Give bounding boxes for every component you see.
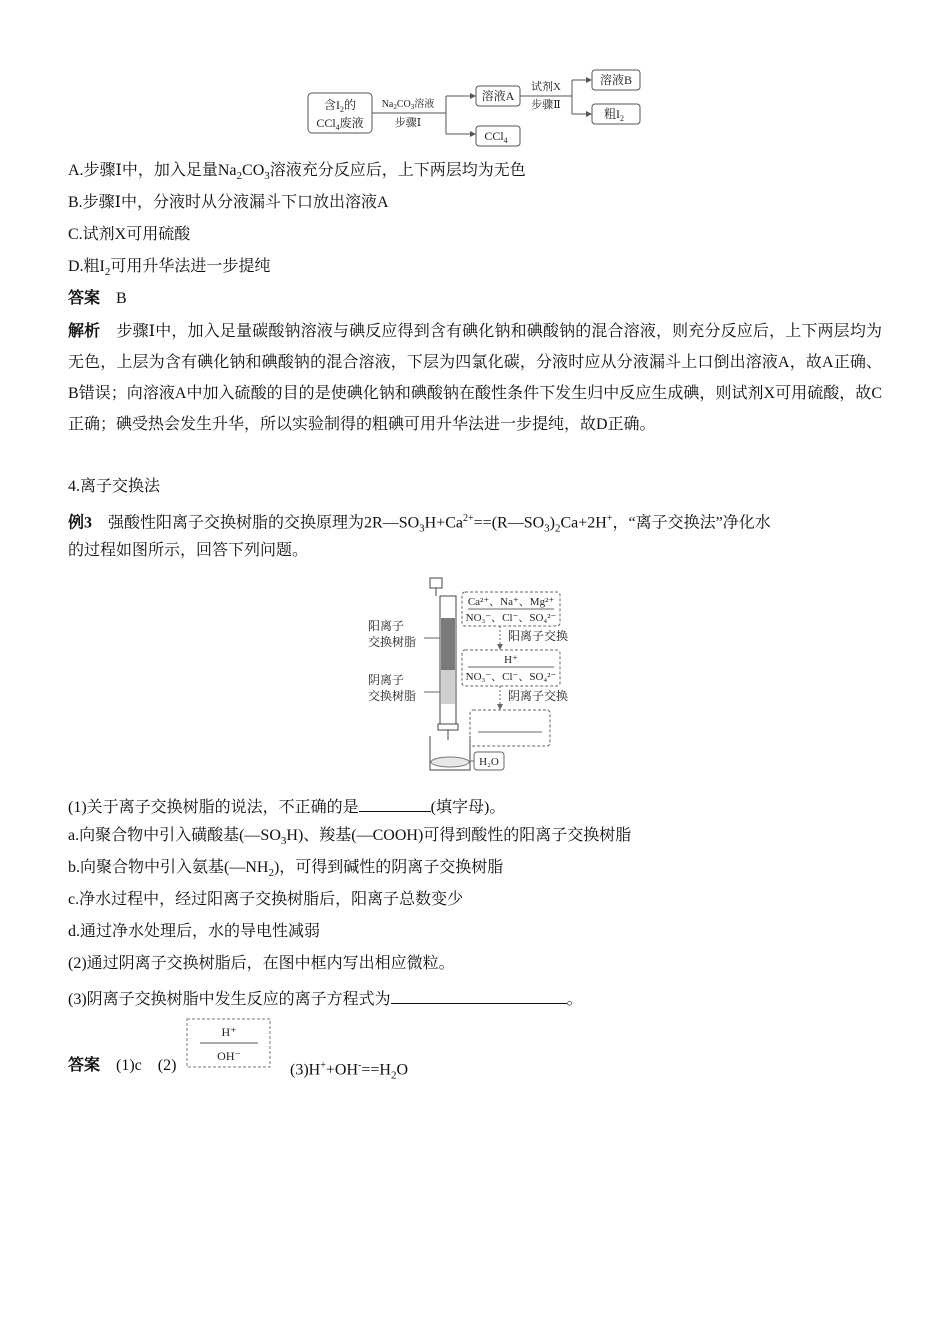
answer-2-box-bottom: OH⁻	[217, 1049, 241, 1063]
cation-resin-label-1: 阳离子	[368, 619, 405, 633]
choice-b: b.向聚合物中引入氨基$(—NH_2)$，可得到碱性的阴离子交换树脂	[68, 859, 504, 880]
solution-a-label: 溶液A	[481, 89, 515, 103]
question-1-blank	[359, 794, 431, 812]
choice-c: c.净水过程中，经过阳离子交换树脂后，阳离子总数变少	[68, 891, 464, 908]
option-a: A.步骤Ⅰ中，加入足量$Na_2CO_3$溶液充分反应后，上下两层均为无色	[68, 162, 526, 183]
analysis-label: 解析	[68, 323, 101, 340]
water-label: H₂O	[479, 756, 499, 768]
ccl4-label: CCl$_4$	[484, 129, 508, 145]
step2-label: 步骤Ⅱ	[531, 99, 561, 111]
arrowhead-crude	[586, 111, 592, 117]
option-d: D.粗$I_2$可用升华法进一步提纯	[68, 258, 271, 279]
waste-label-1: 含$I_2$的	[323, 98, 357, 114]
tap	[430, 578, 442, 588]
question-3: (3)阴离子交换树脂中发生反应的离子方程式为 。	[68, 986, 583, 1010]
question-1: (1)关于离子交换树脂的说法，不正确的是 (填字母)。	[68, 794, 505, 818]
ions-box-1-bottom: NO₃⁻、Cl⁻、SO₄²⁻	[465, 612, 557, 624]
choice-d: d.通过净水处理后，水的导电性减弱	[68, 923, 321, 940]
answer-blank-box	[470, 710, 550, 746]
option-c: C.试剂X可用硫酸	[68, 226, 191, 243]
arrow-1-head	[497, 644, 503, 650]
arrowhead-b	[586, 77, 592, 83]
arrow-1-label: 阳离子交换	[508, 629, 569, 643]
answer-2-box-top: H⁺	[221, 1025, 237, 1039]
ions-box-1-top: Ca²⁺、Na⁺、Mg²⁺	[467, 596, 555, 608]
section-heading: 4.离子交换法	[68, 478, 161, 495]
ions-box-2-bottom: NO₃⁻、Cl⁻、SO₄²⁻	[465, 671, 557, 683]
question-2: (2)通过阴离子交换树脂后，在图中框内写出相应微粒。	[68, 955, 455, 972]
analysis-text: 步骤Ⅰ中，加入足量碳酸钠溶液与碘反应得到含有碘化钠和碘酸钠的混合溶液，则充分反应后，上下两层均为无色，上层为含有碘化钠和碘酸钠的混合溶液，下层为四氯化碳，分液时应从分液漏斗上口倒出溶液A，故A正确、B错误；向溶液A中加入硫酸的目的是使碘化钠和碘酸钠在酸性条件下发生归中反应生成碘，则试剂X可用硫酸，故C正确；碘受热会发生升华，所以实验制得的粗碘可用升华法进一步提纯，故D正确。	[68, 323, 882, 433]
arrowhead-a	[470, 93, 476, 99]
answer-2-equation: $(3)H^++OH^-==H_2O$	[290, 1060, 409, 1082]
anion-resin-label-1: 阴离子	[368, 673, 405, 687]
arrowhead-ccl4	[470, 131, 476, 137]
column-stopcock	[438, 724, 458, 730]
cation-resin-label-2: 交换树脂	[368, 635, 417, 649]
option-b: B.步骤Ⅰ中，分液时从分液漏斗下口放出溶液A	[68, 194, 389, 211]
anion-resin-fill	[441, 670, 455, 704]
example3-line1: 例3 强酸性阳离子交换树脂的交换原理为$2R—SO_3H+Ca^{2+}==(R—SO_3)_2Ca+2H^+$，“离子交换法”净化水	[68, 513, 771, 535]
arrow-2-label: 阴离子交换	[508, 689, 569, 703]
answer-2: 答案 (1)c (2)	[68, 1057, 177, 1074]
answer-2-box	[186, 1018, 272, 1070]
step1-label: 步骤Ⅰ	[394, 117, 422, 129]
crude-iodine-label: 粗$I_2$	[604, 107, 624, 123]
question-3-blank	[391, 986, 567, 1004]
separation-flowchart	[300, 68, 650, 150]
step1-reagent: $Na_2CO_3$溶液	[381, 99, 435, 111]
cation-resin-fill	[441, 618, 455, 670]
ions-box-2-top: H⁺	[504, 654, 518, 666]
solution-b-label: 溶液B	[599, 73, 633, 87]
analysis-paragraph	[68, 316, 882, 440]
reagent-x-label: 试剂X	[531, 81, 561, 93]
choice-a: a.向聚合物中引入磺酸基$(—SO_3H)$、羧基(—COOH)可得到酸性的阳离子交换树脂	[68, 827, 632, 848]
example3-line2: 的过程如图所示，回答下列问题。	[68, 542, 309, 559]
waste-label-2: CCl$_4$废液	[316, 116, 364, 132]
answer-1: 答案 B	[68, 290, 127, 307]
anion-resin-label-2: 交换树脂	[368, 689, 417, 703]
ion-exchange-diagram	[360, 574, 600, 776]
beaker-water	[431, 757, 469, 767]
arrow-2-head	[497, 704, 503, 710]
